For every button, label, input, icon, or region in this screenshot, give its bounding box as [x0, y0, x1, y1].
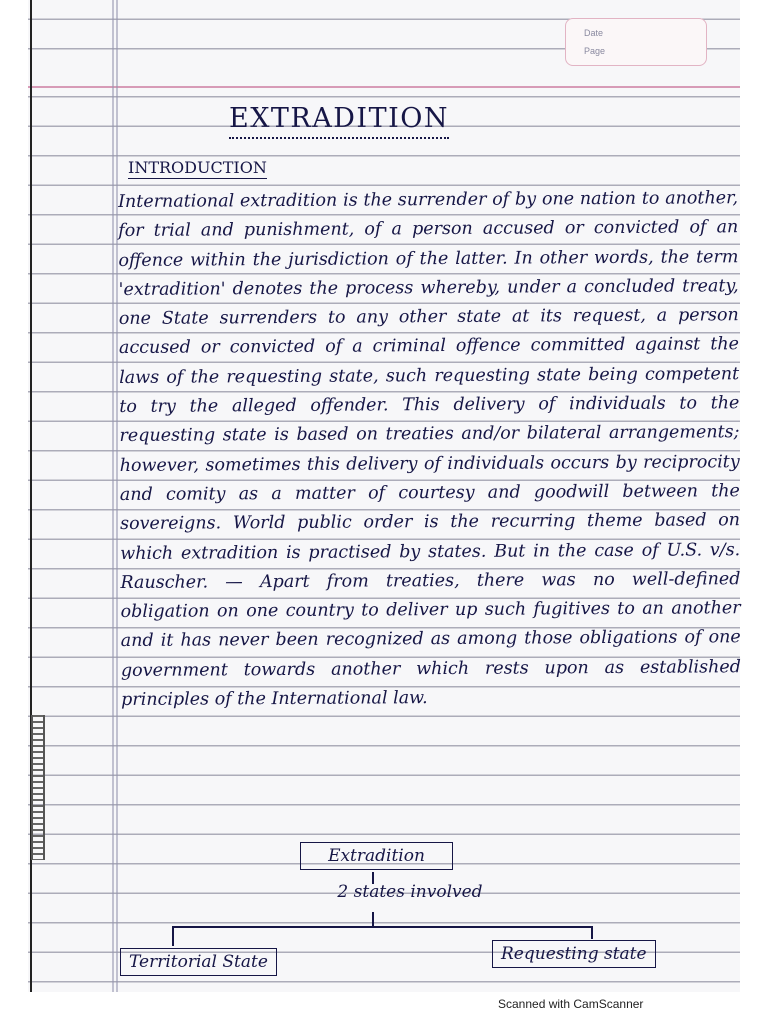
page-label: Page [584, 46, 606, 56]
flow-box-extradition: Extradition [300, 842, 453, 870]
date-page-box [565, 18, 707, 66]
flow-connector-left [172, 926, 174, 946]
flow-box-territorial: Territorial State [120, 948, 277, 976]
margin-line-inner [116, 0, 118, 992]
margin-line [112, 0, 114, 992]
page-title [0, 103, 768, 139]
header-rule [28, 86, 740, 88]
introduction-paragraph: International extradition is the surrender of by one nation to another, for trial and punishment, of a person accused or convicted of an offence within the jurisdiction of the latter. In other words, the term 'extradition' denotes the process whereby, under a concluded treaty, one State surrenders to any other state at its request, a person accused or convicted of a criminal offence committed against the laws of the requesting state, such requesting state being competent to try the alleged offender. This delivery of individuals to the requesting state is based on treaties and/or bilateral arrangements; however, sometimes this delivery of individuals occurs by reciprocity and comity as a matter of courtesy and goodwill between the sovereigns. World public order is the recurring theme based on which extradition is practised by states. But in the case of U.S. v/s. Rauscher. — Apart from treaties, there was no well-defined obligation on one country to deliver up such fugitives to an another and it has never been recognized as among those obligations of one government towards another which rests upon as established principles of the International law. [118, 188, 741, 711]
title-text: EXTRADITION [229, 103, 449, 139]
date-label: Date [584, 28, 604, 38]
binding-stitch [31, 715, 45, 860]
flow-label-states: 2 states involved [337, 882, 483, 902]
flow-connector-center [372, 912, 374, 926]
flow-connector-right [591, 926, 593, 939]
flow-box-requesting: Requesting state [492, 940, 656, 968]
scanner-watermark: Scanned with CamScanner [498, 997, 644, 1011]
section-heading: INTRODUCTION [128, 158, 267, 177]
flow-connector-horizontal [172, 926, 592, 928]
